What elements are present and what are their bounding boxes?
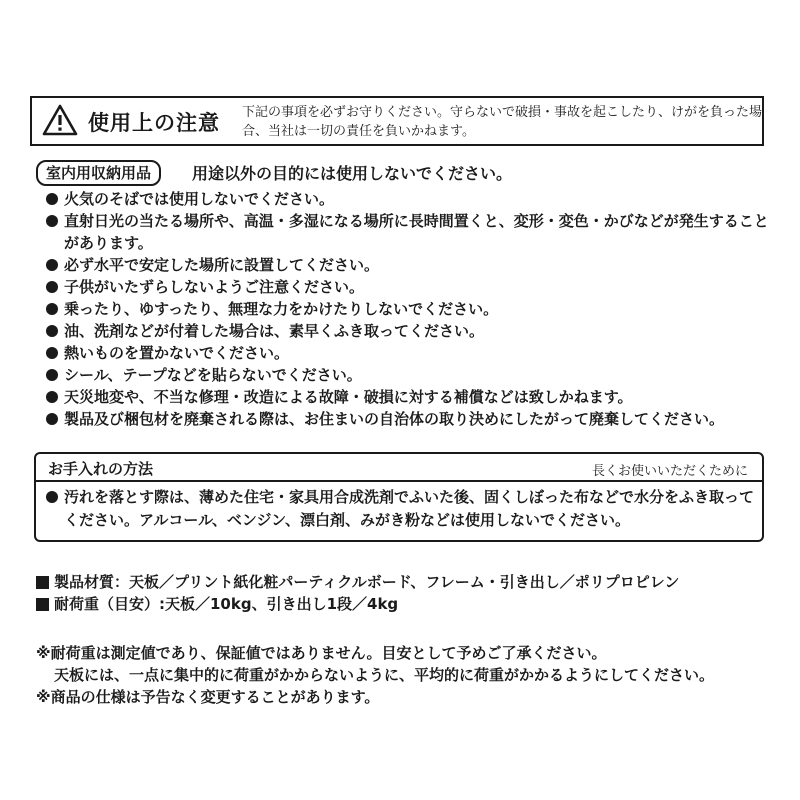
note-line: ※商品の仕様は予告なく変更することがあります。 xyxy=(36,688,380,706)
list-item: 天災地変や、不当な修理・改造による故障・破損に対する補償などは致しかねます。 xyxy=(44,386,774,408)
product-specs xyxy=(36,571,679,615)
notes xyxy=(36,642,714,708)
list-item: 直射日光の当たる場所や、高温・多湿になる場所に長時間置くと、変形・変色・かびなどが発生することがあります。 xyxy=(44,210,774,254)
list-item: 乗ったり、ゆすったり、無理な力をかけたりしないでください。 xyxy=(44,298,774,320)
care-header xyxy=(36,454,762,482)
list-item: 子供がいたずらしないようご注意ください。 xyxy=(44,276,774,298)
indoor-storage-description: 用途以外の目的には使用しないでください。 xyxy=(192,164,513,183)
list-item: 汚れを落とす際は、薄めた住宅・家具用合成洗剤でふいた後、固くしぼった布などで水分をふき取ってください。アルコール、ベンジン、漂白剤、みがき粉などは使用しないでください。 xyxy=(44,486,754,532)
list-item: シール、テープなどを貼らないでください。 xyxy=(44,364,774,386)
caution-text: 下記の事項を必ずお守りください。守らないで破損・事故を起こしたり、けがを負った場合、当社は一切の責任を負いかねます。 xyxy=(242,105,763,139)
indoor-storage-tag: 室内用収納用品 xyxy=(36,160,161,186)
note-line: ※耐荷重は測定値であり、保証値ではありません。目安として予めご了承ください。 xyxy=(36,644,607,662)
list-item: 製品及び梱包材を廃棄される際は、お住まいの自治体の取り決めにしたがって廃棄してください。 xyxy=(44,408,774,430)
list-item: 火気のそばでは使用しないでください。 xyxy=(44,188,774,210)
note-line: 天板には、一点に集中的に荷重がかからないように、平均的に荷重がかかるようにしてください。 xyxy=(54,666,715,684)
spec-load: 耐荷重（目安）:天板／10kg、引き出し1段／4kg xyxy=(36,593,679,615)
list-item: 必ず水平で安定した場所に設置してください。 xyxy=(44,254,774,276)
caution-box xyxy=(30,96,764,146)
list-item: 油、洗剤などが付着した場合は、素早くふき取ってください。 xyxy=(44,320,774,342)
care-title: お手入れの方法 xyxy=(48,460,154,478)
caution-list xyxy=(44,188,774,430)
warning-triangle-icon xyxy=(42,104,78,136)
caution-title: 使用上の注意 xyxy=(88,111,220,135)
care-subtitle: 長くお使いいただくために xyxy=(591,464,748,479)
spec-material: 製品材質：天板／プリント紙化粧パーティクルボード、フレーム・引き出し／ポリプロピレン xyxy=(36,571,679,593)
care-list xyxy=(44,486,754,532)
care-box xyxy=(34,452,764,542)
list-item: 熱いものを置かないでください。 xyxy=(44,342,774,364)
